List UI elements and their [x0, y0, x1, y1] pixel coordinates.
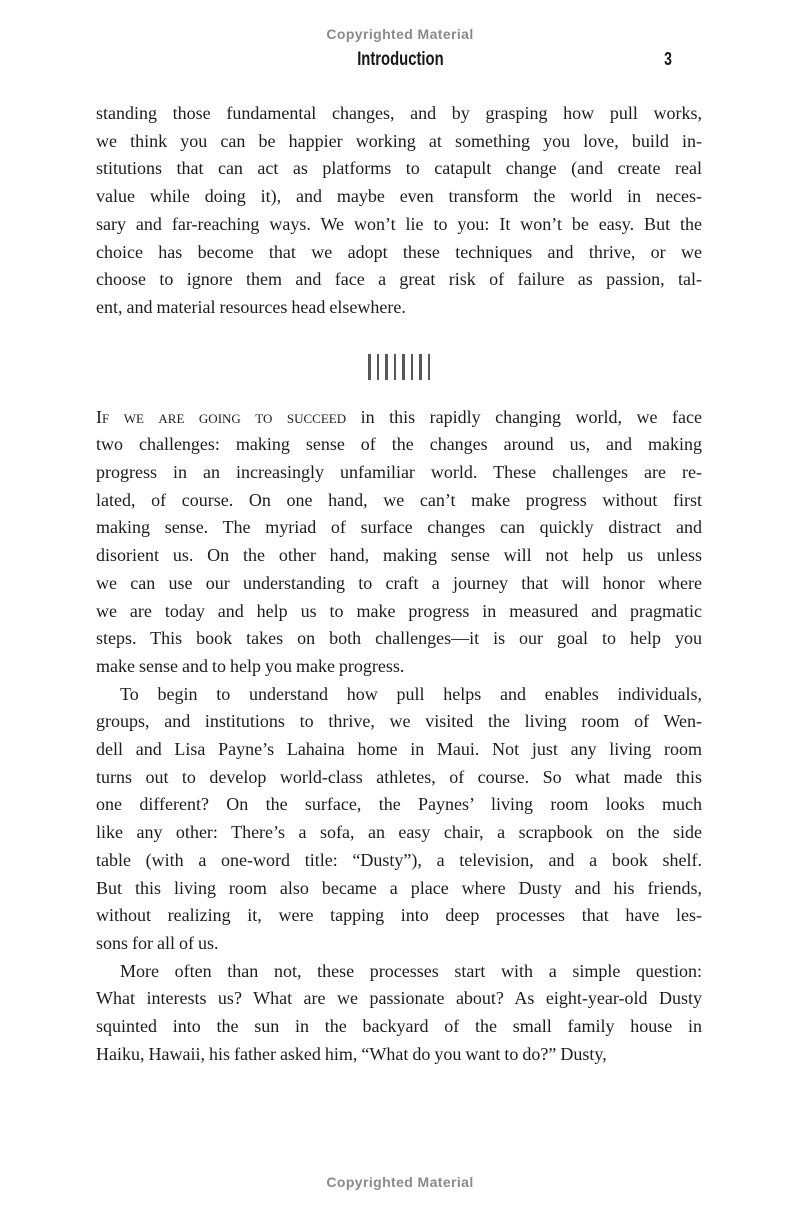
text-line: Haiku, Hawaii, his father asked him, “What do you want to do?” Dusty, [96, 1043, 607, 1064]
text-line: like any other: There’s a sofa, an easy chair, a scrapbook on the side [96, 822, 702, 843]
text-line: sons for all of us. [96, 932, 219, 953]
text-line: lated, of course. On one hand, we can’t make progress without first [96, 489, 702, 510]
divider-bar [394, 354, 397, 380]
text-line: dell and Lisa Payne’s Lahaina home in Maui. Not just any living room [96, 739, 702, 760]
divider-bar [377, 354, 380, 380]
text-line: squinted into the sun in the backyard of the small family house in [96, 1016, 702, 1037]
text-line: one different? On the surface, the Paynes’ living room looks much [96, 794, 702, 815]
text-line: we think you can be happier working at something you love, build in- [96, 130, 702, 151]
section-divider [96, 354, 702, 380]
text-line: two challenges: making sense of the changes around us, and making [96, 434, 702, 455]
text-line: sary and far-reaching ways. We won’t lie to you: It won’t be easy. But the [96, 213, 702, 234]
paragraph [96, 100, 702, 322]
text-line: value while doing it), and maybe even transform the world in neces- [96, 186, 702, 207]
body-text [96, 100, 702, 1069]
text-line: table (with a one-word title: “Dusty”), a television, and a book shelf. [96, 849, 702, 870]
text-line: More often than not, these processes start with a simple question: [120, 960, 702, 981]
copyright-watermark-top: Copyrighted Material [326, 26, 474, 42]
divider-bar [368, 354, 371, 380]
text-line: progress in an increasingly unfamiliar world. These challenges are re- [96, 462, 702, 483]
text-line: groups, and institutions to thrive, we visited the living room of Wen- [96, 711, 702, 732]
text-line: make sense and to help you make progress. [96, 655, 405, 676]
text-line: without realizing it, were tapping into deep processes that have les- [96, 905, 702, 926]
divider-bar [428, 354, 431, 380]
text-line: steps. This book takes on both challenges—it is our goal to help you [96, 628, 702, 649]
text-line: If we are going to succeed in this rapidly changing world, we face [96, 406, 702, 427]
smallcaps-lead: If we are going to succeed [96, 406, 347, 427]
running-header [0, 49, 800, 73]
running-header-title-text: Introduction [356, 49, 444, 70]
text-line: we are today and help us to make progress in measured and pragmatic [96, 600, 702, 621]
text-line: we can use our understanding to craft a journey that will honor where [96, 572, 702, 593]
text-line: stitutions that can act as platforms to catapult change (and create real [96, 158, 702, 179]
text-line: disorient us. On the other hand, making sense will not help us unless [96, 545, 702, 566]
divider-bar [385, 354, 388, 380]
paragraph [96, 681, 702, 958]
text-line: But this living room also became a place where Dusty and his friends, [96, 877, 702, 898]
text-line: choose to ignore them and face a great risk of failure as passion, tal- [96, 269, 702, 290]
text-line: making sense. The myriad of surface changes can quickly distract and [96, 517, 702, 538]
paragraph [96, 958, 702, 1069]
text-line: ent, and material resources head elsewhere. [96, 296, 406, 317]
text-line: What interests us? What are we passionate about? As eight-year-old Dusty [96, 988, 702, 1009]
page-number [648, 49, 688, 70]
text-line: turns out to develop world-class athletes, of course. So what made this [96, 766, 702, 787]
divider-bar [402, 354, 405, 380]
text-line: standing those fundamental changes, and by grasping how pull works, [96, 103, 702, 123]
paragraph [96, 404, 702, 681]
text-line: To begin to understand how pull helps and enables individuals, [120, 683, 702, 704]
divider-bar [411, 354, 414, 380]
page-number-text: 3 [664, 49, 672, 69]
copyright-watermark-bottom: Copyrighted Material [326, 1174, 474, 1190]
text-line: choice has become that we adopt these techniques and thrive, or we [96, 241, 702, 262]
divider-bar [419, 354, 422, 380]
